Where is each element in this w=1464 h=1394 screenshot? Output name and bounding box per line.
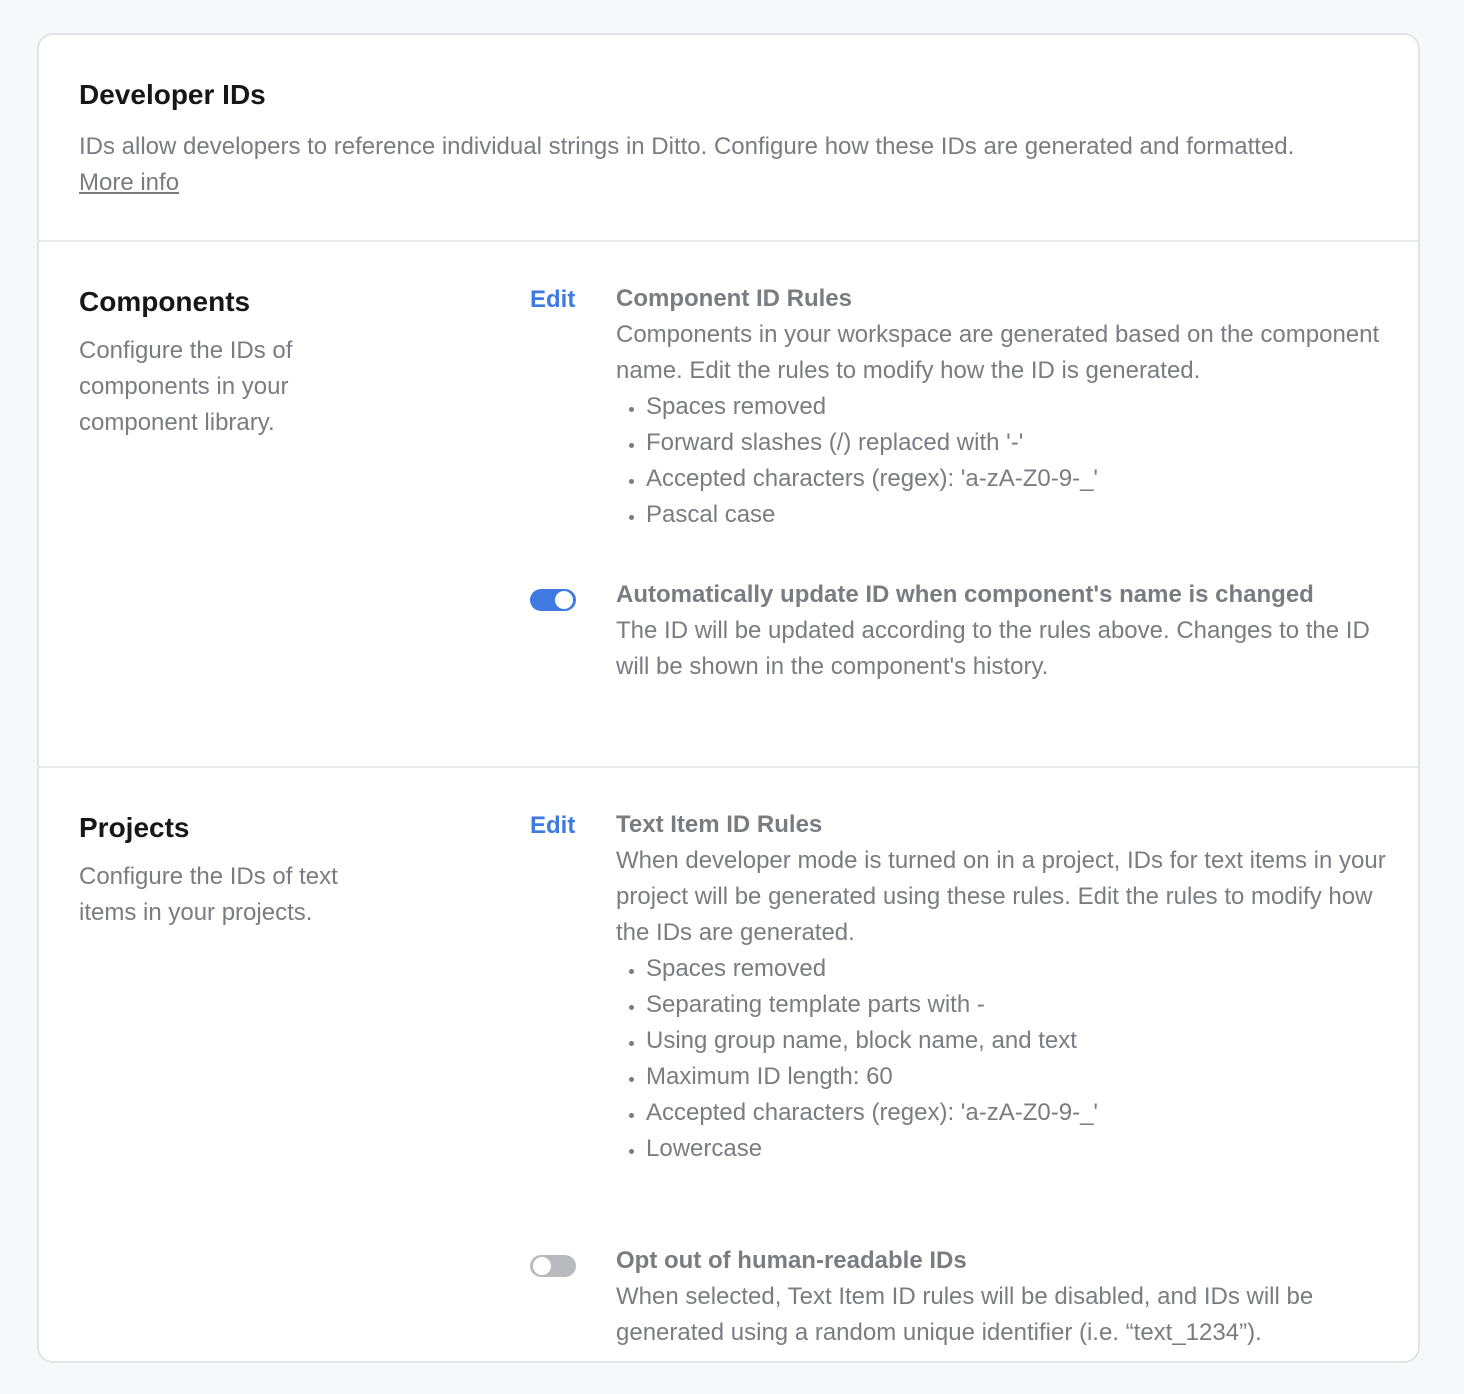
list-item: • Spaces removed [646, 389, 1396, 425]
list-item: • Pascal case [646, 497, 1396, 533]
component-id-rules-title: Component ID Rules [616, 285, 853, 312]
components-description: Configure the IDs of components in your component library. [79, 337, 293, 436]
text-item-id-rules-list [616, 951, 1396, 1167]
developer-ids-card [37, 33, 1420, 1363]
text-item-id-rules-description: When developer mode is turned on in a project, IDs for text items in your project will be generated using these rules. Edit the rules to modify how the IDs are generated. [616, 847, 1386, 946]
opt-out-human-readable-toggle[interactable] [530, 1255, 576, 1277]
component-id-rules-description: Components in your workspace are generated based on the component name. Edit the rules to modify how the ID is generated. [616, 321, 1380, 384]
auto-update-id-description: The ID will be updated according to the rules above. Changes to the ID will be shown in the component's history. [616, 617, 1370, 680]
auto-update-id-toggle[interactable] [530, 589, 576, 611]
components-title: Components [79, 286, 251, 317]
text-item-id-rules [616, 807, 1396, 1167]
developer-ids-header [39, 35, 1418, 242]
auto-update-id-title: Automatically update ID when component's name is changed [616, 581, 1314, 608]
list-item: • Accepted characters (regex): 'a-zA-Z0-9-_' [646, 1095, 1396, 1131]
auto-update-id-setting [616, 577, 1396, 685]
opt-out-title: Opt out of human-readable IDs [616, 1247, 967, 1274]
projects-title: Projects [79, 812, 190, 843]
component-id-rules-list [616, 389, 1396, 533]
list-item: • Accepted characters (regex): 'a-zA-Z0-9-_' [646, 461, 1396, 497]
projects-section [39, 768, 1418, 1363]
list-item: • Forward slashes (/) replaced with '-' [646, 425, 1396, 461]
list-item: • Maximum ID length: 60 [646, 1059, 1396, 1095]
text-item-id-rules-title: Text Item ID Rules [616, 811, 823, 838]
components-edit-button[interactable]: Edit [530, 286, 576, 313]
page-description-text: IDs allow developers to reference individual strings in Ditto. Configure how these IDs are generated and formatted. [79, 133, 1295, 160]
projects-description: Configure the IDs of text items in your projects. [79, 863, 338, 926]
more-info-link[interactable]: More info [79, 169, 180, 196]
components-section [39, 242, 1418, 768]
list-item: • Spaces removed [646, 951, 1396, 987]
component-id-rules [616, 281, 1396, 533]
opt-out-human-readable-setting [616, 1243, 1396, 1351]
page-title: Developer IDs [79, 79, 266, 110]
toggle-knob [533, 1257, 551, 1275]
list-item: • Using group name, block name, and text [646, 1023, 1396, 1059]
page-description [79, 129, 1389, 201]
projects-edit-button[interactable]: Edit [530, 812, 576, 839]
opt-out-description: When selected, Text Item ID rules will be disabled, and IDs will be generated using a random unique identifier (i.e. “text_1234”). [616, 1283, 1314, 1346]
list-item: • Separating template parts with - [646, 987, 1396, 1023]
toggle-knob [555, 591, 573, 609]
list-item: • Lowercase [646, 1131, 1396, 1167]
